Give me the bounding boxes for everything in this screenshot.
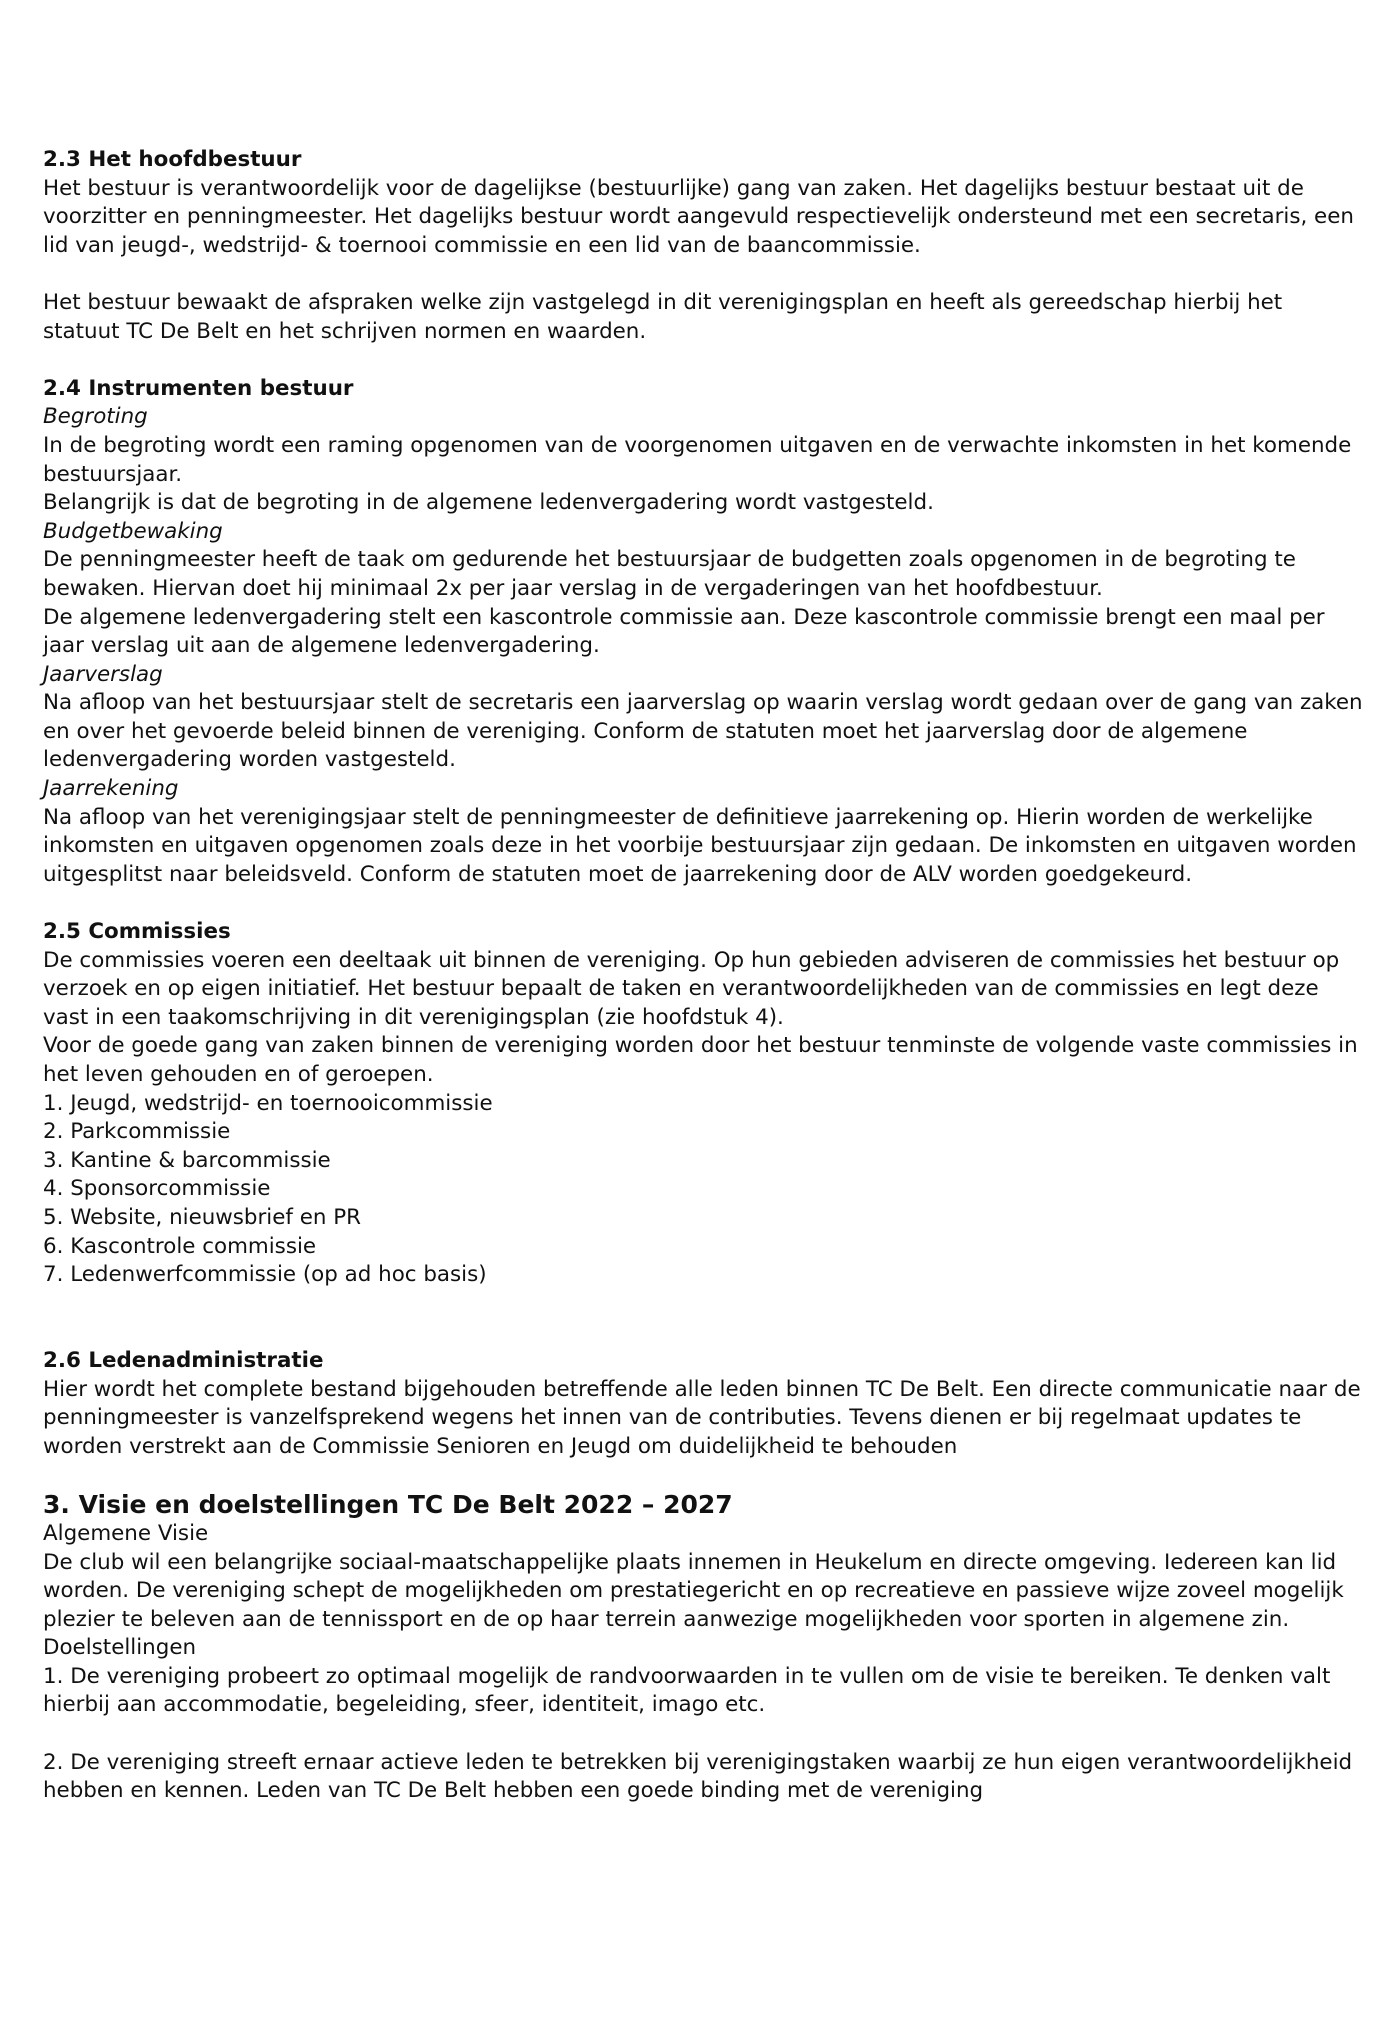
subheading-jaarrekening: Jaarrekening xyxy=(43,776,179,802)
paragraph: Na afloop van het verenigingsjaar stelt de penningmeester de definitieve jaarrekening op. Hierin worden de werkelijke inkomsten en uitgaven opgenomen zoals deze in het voorbije bestuursjaar zijn gedaan. De inkomsten en uitgaven worden uitgesplitst naar beleidsveld. Conform de statuten moet de jaarrekening door de ALV worden goedgekeurd. xyxy=(43,804,1357,887)
subheading-algemene-visie: Algemene Visie xyxy=(43,1520,209,1546)
paragraph: Het bestuur bewaakt de afspraken welke zijn vastgelegd in dit verenigingsplan en heeft als gereedschap hierbij het statuut TC De Belt en het schrijven normen en waarden. xyxy=(43,289,1283,344)
subheading-begroting: Begroting xyxy=(43,404,148,430)
paragraph: De algemene ledenvergadering stelt een kascontrole commissie aan. Deze kascontrole commissie brengt een maal per jaar verslag uit aan de algemene ledenvergadering. xyxy=(43,604,1325,659)
section-2-6 xyxy=(43,1347,1363,1461)
paragraph: De commissies voeren een deeltaak uit binnen de vereniging. Op hun gebieden adviseren de commissies het bestuur op verzoek en op eigen initiatief. Het bestuur bepaalt de taken en verantwoordelijkheden van de commissies en legt deze vast in een taakomschrijving in dit verenigingsplan (zie hoofdstuk 4). xyxy=(43,947,1340,1030)
subheading-jaarverslag: Jaarverslag xyxy=(43,661,163,687)
subheading-budgetbewaking: Budgetbewaking xyxy=(43,518,223,544)
list-item: 4. Sponsorcommissie xyxy=(43,1176,271,1202)
subheading-doelstellingen: Doelstellingen xyxy=(43,1635,197,1661)
paragraph: Na afloop van het bestuursjaar stelt de secretaris een jaarverslag op waarin verslag wordt gedaan over de gang van zaken en over het gevoerde beleid binnen de vereniging. Conform de statuten moet het jaarverslag door de algemene ledenvergadering worden vastgesteld. xyxy=(43,690,1363,773)
list-item: 7. Ledenwerfcommissie (op ad hoc basis) xyxy=(43,1262,487,1288)
section-2-4 xyxy=(43,375,1363,890)
paragraph: Belangrijk is dat de begroting in de algemene ledenvergadering wordt vastgesteld. xyxy=(43,490,934,516)
list-item: 3. Kantine & barcommissie xyxy=(43,1147,331,1173)
paragraph: De penningmeester heeft de taak om gedurende het bestuursjaar de budgetten zoals opgenomen in de begroting te bewaken. Hiervan doet hij minimaal 2x per jaar verslag in de vergaderingen van het hoofdbestuur. xyxy=(43,547,1296,601)
section-2-3 xyxy=(43,146,1363,346)
commissies-list xyxy=(43,1090,1363,1290)
section-heading-2-4: 2.4 Instrumenten bestuur xyxy=(43,375,354,401)
section-3 xyxy=(43,1490,1363,1806)
paragraph: De club wil een belangrijke sociaal-maatschappelijke plaats innemen in Heukelum en directe omgeving. Iedereen kan lid worden. De vereniging schept de mogelijkheden om prestatiegericht en op recreatieve en passieve wijze zoveel mogelijk plezier te beleven aan de tennissport en de op haar terrein aanwezige mogelijkheden voor sporten in algemene zin. xyxy=(43,1549,1344,1632)
paragraph: Het bestuur is verantwoordelijk voor de dagelijkse (bestuurlijke) gang van zaken. Het dagelijks bestuur bestaat uit de voorzitter en penningmeester. Het dagelijks bestuur wordt aangevuld respectievelijk ondersteund met een secretaris, een lid van jeugd-, wedstrijd- & toernooi commissie en een lid van de baancommissie. xyxy=(43,175,1354,258)
list-item: 5. Website, nieuwsbrief en PR xyxy=(43,1204,362,1230)
list-item: 6. Kascontrole commissie xyxy=(43,1233,317,1259)
paragraph: In de begroting wordt een raming opgenomen van de voorgenomen uitgaven en de verwachte inkomsten in het komende bestuursjaar. xyxy=(43,432,1352,487)
section-heading-2-6: 2.6 Ledenadministratie xyxy=(43,1347,324,1373)
section-heading-2-3: 2.3 Het hoofdbestuur xyxy=(43,147,302,172)
paragraph: 2. De vereniging streeft ernaar actieve leden te betrekken bij verenigingstaken waarbij ze hun eigen verantwoordelijkheid hebben en kennen. Leden van TC De Belt hebben een goede binding met de vereniging xyxy=(43,1749,1353,1804)
chapter-heading-3: 3. Visie en doelstellingen TC De Belt 2022 – 2027 xyxy=(43,1489,733,1519)
section-heading-2-5: 2.5 Commissies xyxy=(43,919,231,945)
paragraph: Voor de goede gang van zaken binnen de vereniging worden door het bestuur tenminste de volgende vaste commissies in het leven gehouden en of geroepen. xyxy=(43,1033,1358,1087)
section-2-5 xyxy=(43,918,1363,1290)
paragraph: Hier wordt het complete bestand bijgehouden betreffende alle leden binnen TC De Belt. Een directe communicatie naar de penningmeester is vanzelfsprekend wegens het innen van de contributies. Tevens dienen er bij regelmaat updates te worden verstrekt aan de Commissie Senioren en Jeugd om duidelijkheid te behouden xyxy=(43,1376,1361,1459)
document-page xyxy=(43,146,1363,1806)
list-item: 2. Parkcommissie xyxy=(43,1119,231,1145)
list-item: 1. Jeugd, wedstrijd- en toernooicommissie xyxy=(43,1090,493,1116)
paragraph: 1. De vereniging probeert zo optimaal mogelijk de randvoorwaarden in te vullen om de visie te bereiken. Te denken valt hierbij aan accommodatie, begeleiding, sfeer, identiteit, imago etc. xyxy=(43,1663,1331,1718)
